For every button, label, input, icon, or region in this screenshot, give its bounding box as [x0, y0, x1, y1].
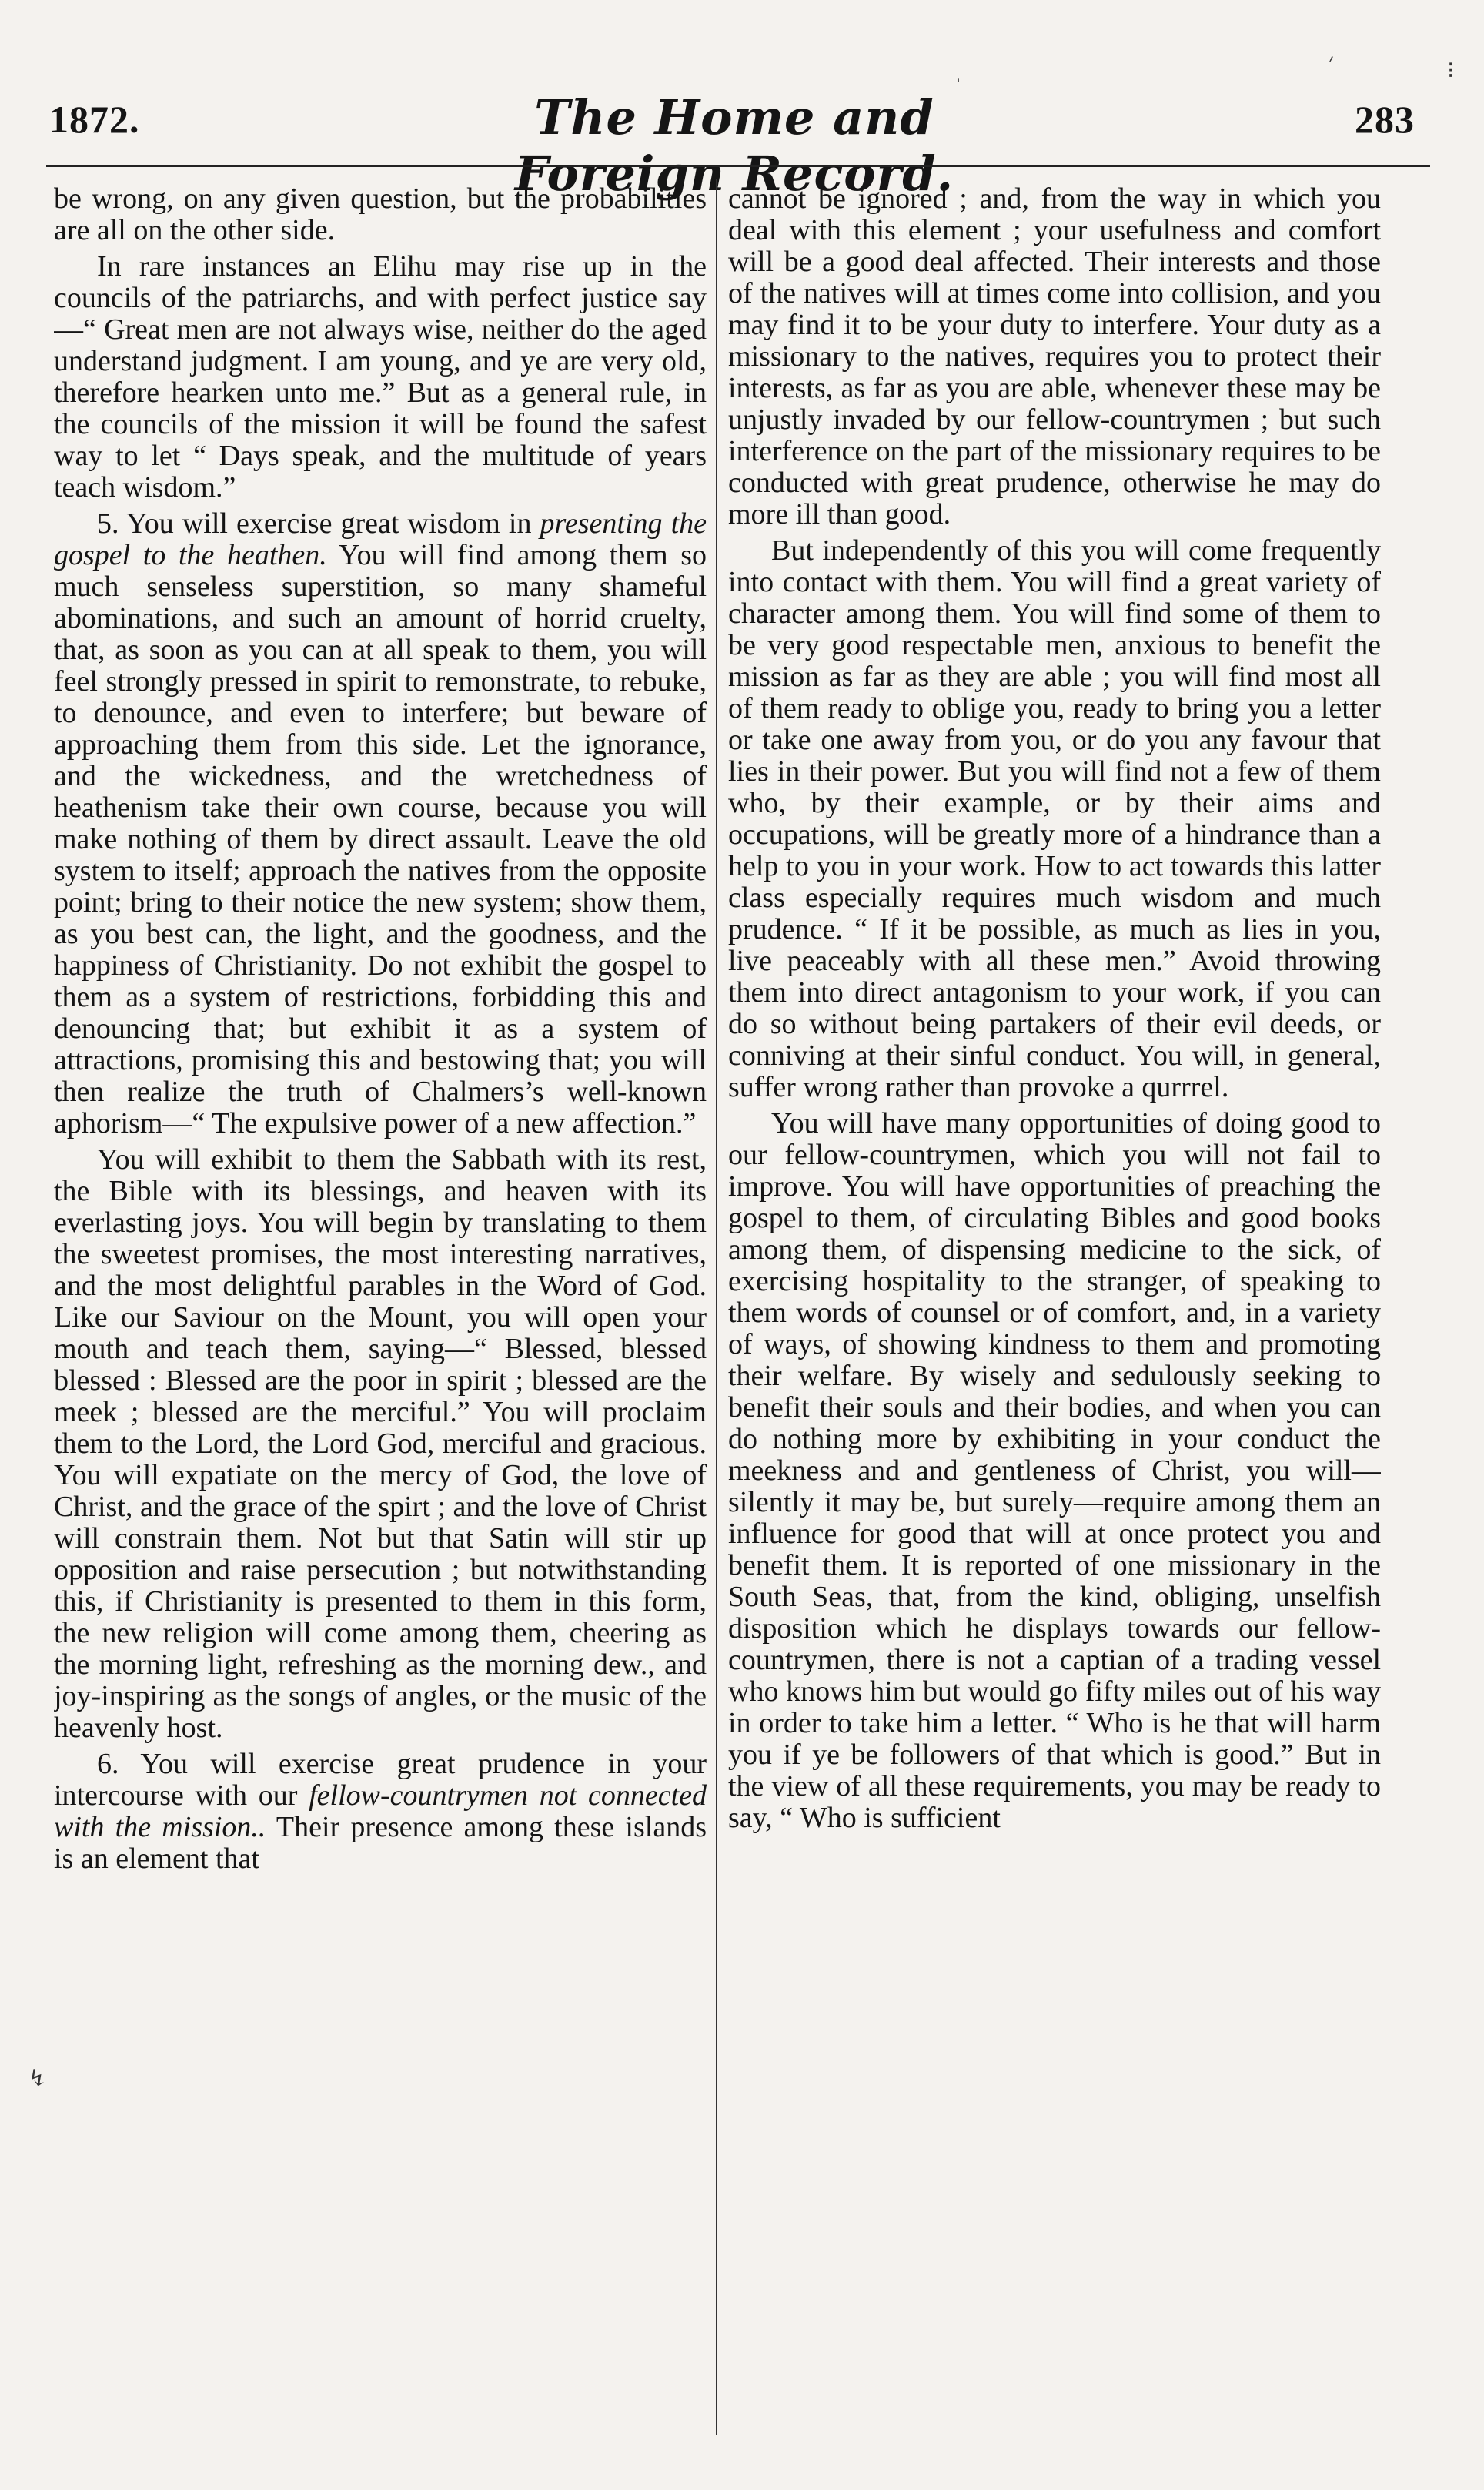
paragraph: be wrong, on any given question, but the probabilities are all on the other side.	[54, 183, 707, 246]
paragraph	[54, 1749, 707, 1875]
paragraph	[54, 508, 707, 1140]
header-rule	[46, 165, 1430, 167]
stray-mark: ׳	[1329, 49, 1334, 75]
paragraph-text: 5. You will exercise great wisdom in	[97, 507, 540, 540]
paragraph-text: 6. You will exercise great prudence in your intercourse with our	[54, 1748, 707, 1812]
italic-phrase: fellow-countrymen not connected with the mission..	[54, 1779, 707, 1843]
page-number: 283	[1355, 98, 1415, 141]
paragraph: But independently of this you will come frequently into contact with them. You will find a great variety of character among them. You will find some of them to be very good respectable men, anxious to benefit the mission as far as they are able ; you will find most all of them ready to oblige you, ready to bring you a letter or take one away from you, or do you any favour that lies in their power. But you will find not a few of them who, by their example, or by their aims and occupations, will be greatly more of a hindrance than a help to you in your work. How to act towards this latter class especially requires much wisdom and much prudence. “ If it be possible, as much as lies in you, live peaceably with all these men.” Avoid throwing them into direct antagonism to your work, if you can do so without being partakers of their evil deeds, or conniving at their sinful conduct. You will, in general, suffer wrong rather than provoke a qurrrel.	[728, 534, 1381, 1103]
stray-mark: ⁝	[1447, 58, 1455, 83]
paragraph: You will exhibit to them the Sabbath with its rest, the Bible with its blessings, and heaven with its everlasting joys. You will begin by translating to them the sweetest promises, the most interesting narratives, and the most delightful parables in the Word of God. Like our Saviour on the Mount, you will open your mouth and teach them, saying—“ Blessed, blessed blessed : Blessed are the poor in spirit ; blessed are the meek ; blessed are the merciful.” You will proclaim them to the Lord, the Lord God, merciful and gracious. You will expatiate on the mercy of God, the love of Christ, and the grace of the spirt ; and the love of Christ will constrain them. Not but that Satin will stir up opposition and raise persecution ; but notwithstanding this, if Christianity is presented to them in this form, the new religion will come among them, cheering as the morning light, refreshing as the morning dew., and joy-inspiring as the songs of angles, or the music of the heavenly host.	[54, 1143, 707, 1744]
paragraph-text: Their presence among these islands is an element that	[54, 1811, 707, 1875]
stray-mark: ↯	[28, 2066, 48, 2091]
left-column	[54, 183, 707, 2431]
header-year: 1872.	[49, 98, 140, 141]
paragraph-text: You will find among them so much senseless superstition, so many shameful abominations, and such an amount of horrid cruelty, that, as soon as you can at all speak to them, you will feel strongly pressed in spirit to remonstrate, to rebuke, to denounce, and even to interfere; but beware of approaching them from this side. Let the ignorance, and the wickedness, and the wretchedness of heathenism take their own course, because you will make nothing of them by direct assault. Leave the old system to itself; approach the natives from the opposite point; bring to their notice the new system; show them, as you best can, the light, and the goodness, and the happiness of Christianity. Do not exhibit the gospel to them as a system of restrictions, forbidding this and denouncing that; but exhibit it as a system of attractions, promising this and bestowing that; you will then realize the truth of Chalmers’s well-known aphorism—“ The expulsive power of a new affection.”	[54, 539, 707, 1140]
paragraph: In rare instances an Elihu may rise up in the councils of the patriarchs, and with perfect justice say—“ Great men are not always wise, neither do the aged understand judgment. I am young, and ye are very old, therefore hearken unto me.” But as a general rule, in the councils of the mission it will be found the safest way to let “ Days speak, and the multitude of years teach wisdom.”	[54, 250, 707, 504]
italic-phrase: presenting the gospel to the heathen.	[54, 507, 707, 571]
paragraph: You will have many opportunities of doing good to our fellow-countrymen, which you will not fail to improve. You will have opportunities of preaching the gospel to them, of circulating Bibles and good books among them, of dispensing medicine to the sick, of exercising hospitality to the stranger, of speaking to them words of counsel or of comfort, and, in a variety of ways, of showing kindness to them and promoting their welfare. By wisely and sedulously seeking to benefit their souls and their bodies, and when you can do nothing more by exhibiting in your conduct the meekness and and gentleness of Christ, you will—silently it may be, but surely—require among them an influence for good that will at once protect you and benefit them. It is reported of one missionary in the South Seas, that, from the kind, obliging, unselfish disposition which he displays towards our fellow-countrymen, there is not a captian of a trading vessel who knows him but would go fifty miles out of his way in order to take him a letter. “ Who is he that will harm you if ye be followers of that which is good.” But in the view of all these requirements, you may be ready to say, “ Who is sufficient	[728, 1107, 1381, 1834]
column-divider	[716, 179, 717, 2435]
paragraph: cannot be ignored ; and, from the way in which you deal with this element ; your usefulness and comfort will be a good deal affected. Their interests and those of the natives will at times come into collision, and you may find it to be your duty to interfere. Your duty as a missionary to the natives, requires you to protect their interests, as far as you are able, whenever these may be unjustly invaded by our fellow-countrymen ; but such interference on the part of the missionary requires to be conducted with great prudence, otherwise he may do more ill than good.	[728, 183, 1381, 530]
right-column	[728, 183, 1381, 2431]
running-header	[49, 89, 1436, 202]
stray-mark: ˈ	[954, 74, 962, 99]
header-title: The Home and Foreign Record.	[514, 89, 954, 202]
